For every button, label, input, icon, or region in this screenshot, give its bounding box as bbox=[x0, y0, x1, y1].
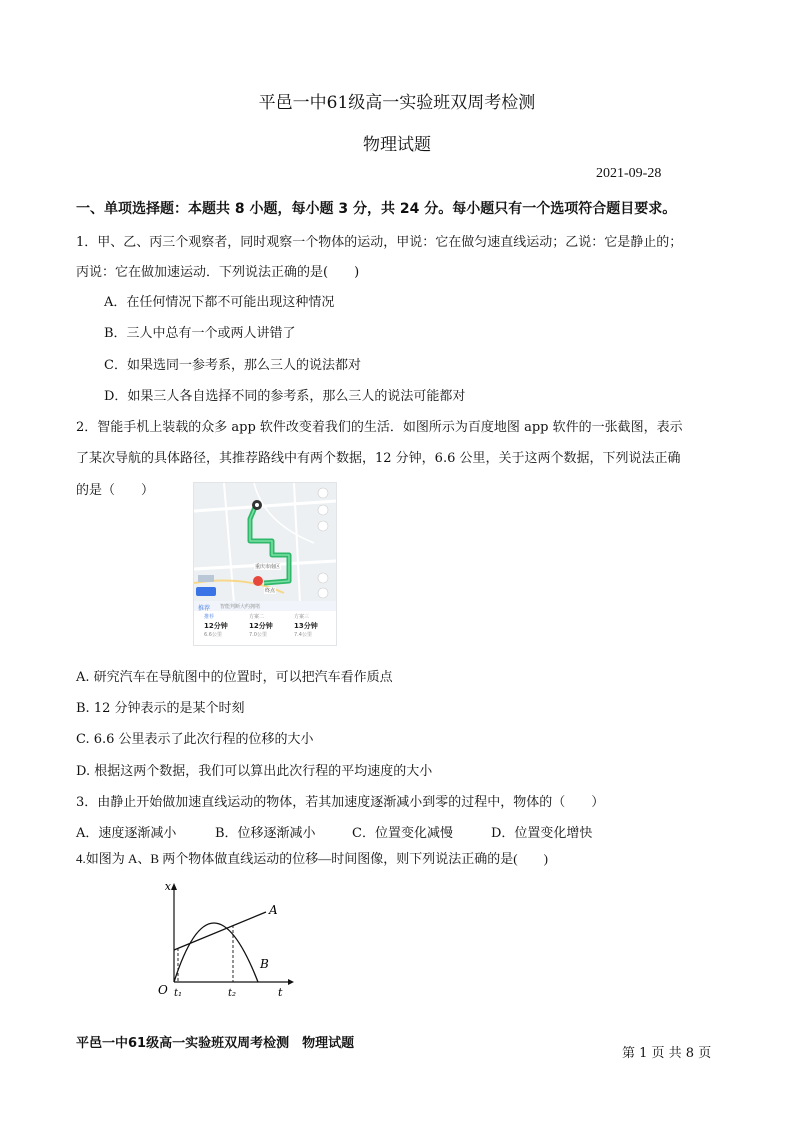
q2-option-b: B. 12 分钟表示的是某个时刻 bbox=[76, 701, 245, 716]
route-3-dist: 7.4公里 bbox=[294, 632, 312, 638]
q1-stem-line2: 丙说：它在做加速运动．下列说法正确的是( ) bbox=[76, 265, 360, 280]
origin-label: O bbox=[158, 983, 168, 997]
route-2-name: 方案二 bbox=[249, 614, 265, 620]
exam-title: 平邑一中61级高一实验班双周考检测 bbox=[258, 93, 536, 113]
t-axis-label: t bbox=[278, 986, 283, 999]
layers-icon[interactable] bbox=[318, 488, 328, 498]
refresh-icon[interactable] bbox=[318, 573, 328, 583]
q1-stem-line1: 1．甲、乙、丙三个观察者，同时观察一个物体的运动，甲说：它在做匀速直线运动；乙说：它是静止的； bbox=[76, 235, 683, 250]
route-2-dist: 7.0公里 bbox=[249, 632, 267, 638]
q3-option-d: D．位置变化增快 bbox=[491, 826, 593, 841]
route-2-time[interactable] bbox=[249, 621, 273, 631]
locate-icon[interactable] bbox=[318, 588, 328, 598]
x-axis-arrow-icon bbox=[171, 883, 177, 890]
curve-b-label: B bbox=[260, 957, 269, 971]
line-a-label: A bbox=[269, 903, 278, 917]
q2-stem-line1: 2．智能手机上装载的众多 app 软件改变着我们的生活．如图所示为百度地图 app 软件的一张截图，表示 bbox=[76, 420, 683, 435]
map-start-label: 重庆市南区 bbox=[255, 564, 281, 570]
curve-b bbox=[174, 923, 258, 982]
t2-label: t₂ bbox=[228, 988, 237, 999]
map-canvas bbox=[194, 483, 336, 603]
route-3-time-value: 13分钟 bbox=[294, 622, 318, 630]
q2-stem-line3: 的是（ ） bbox=[76, 483, 155, 498]
q1-option-b: B．三人中总有一个或两人讲错了 bbox=[104, 326, 296, 341]
end-marker-icon bbox=[253, 576, 263, 586]
page-number: 第 1 页 共 8 页 bbox=[622, 1046, 712, 1061]
xt-graph bbox=[150, 878, 300, 1002]
q2-option-a: A. 研究汽车在导航图中的位置时，可以把汽车看作质点 bbox=[76, 670, 393, 685]
q2-stem-line2: 了某次导航的具体路径，其推荐路线中有两个数据，12 分钟，6.6 公里，关于这两个数据，下列说法正确 bbox=[76, 451, 681, 466]
route-card bbox=[194, 601, 336, 645]
t-axis-arrow-icon bbox=[288, 979, 294, 985]
t1-label: t₁ bbox=[174, 988, 183, 999]
q2-option-d: D. 根据这两个数据，我们可以算出此次行程的平均速度的大小 bbox=[76, 764, 433, 779]
q3-option-c: C．位置变化减慢 bbox=[352, 826, 453, 841]
route-card-header bbox=[194, 601, 336, 611]
exam-date: 2021-09-28 bbox=[596, 166, 662, 181]
route-1-dist: 6.6公里 bbox=[204, 632, 222, 638]
q3-option-b: B．位移逐渐减小 bbox=[215, 826, 316, 841]
line-a bbox=[174, 912, 266, 950]
q1-option-a: A．在任何情况下都不可能出现这种情况 bbox=[104, 295, 335, 310]
map-badge bbox=[196, 587, 216, 596]
q3-stem: 3．由静止开始做加速直线运动的物体，若其加速度逐渐减小到零的过程中，物体的（ ） bbox=[76, 795, 605, 810]
q1-option-c: C．如果选同一参考系，那么三人的说法都对 bbox=[104, 358, 361, 373]
exam-subtitle: 物理试题 bbox=[363, 135, 431, 155]
route-1-time-value: 12分钟 bbox=[204, 622, 228, 630]
route-1-time[interactable] bbox=[204, 621, 228, 631]
route-2-time-value: 12分钟 bbox=[249, 622, 273, 630]
navigation-map-image bbox=[193, 482, 337, 646]
route-hint: 智能判断大约拥堵 bbox=[220, 604, 261, 610]
route-3-name: 方案三 bbox=[294, 614, 310, 620]
route-3-time[interactable] bbox=[294, 621, 318, 631]
q1-option-d: D．如果三人各自选择不同的参考系，那么三人的说法可能都对 bbox=[104, 389, 466, 404]
q4-stem: 4.如图为 A、B 两个物体做直线运动的位移—时间图像，则下列说法正确的是( ) bbox=[76, 851, 548, 866]
map-end-label: 终点 bbox=[265, 588, 276, 594]
traffic-icon[interactable] bbox=[318, 505, 328, 515]
route-tab-recommend[interactable]: 推荐 bbox=[198, 605, 211, 612]
map-search-icon[interactable] bbox=[318, 521, 328, 531]
section-heading: 一、单项选择题：本题共 8 小题，每小题 3 分，共 24 分。每小题只有一个选项符合题目要求。 bbox=[76, 201, 677, 217]
x-axis-label: x bbox=[164, 880, 171, 893]
q2-option-c: C. 6.6 公里表示了此次行程的位移的大小 bbox=[76, 732, 314, 747]
q3-option-a: A．速度逐渐减小 bbox=[76, 826, 177, 841]
route-1-name: 推荐 bbox=[204, 614, 215, 620]
footer-title: 平邑一中61级高一实验班双周考检测 物理试题 bbox=[76, 1036, 355, 1051]
